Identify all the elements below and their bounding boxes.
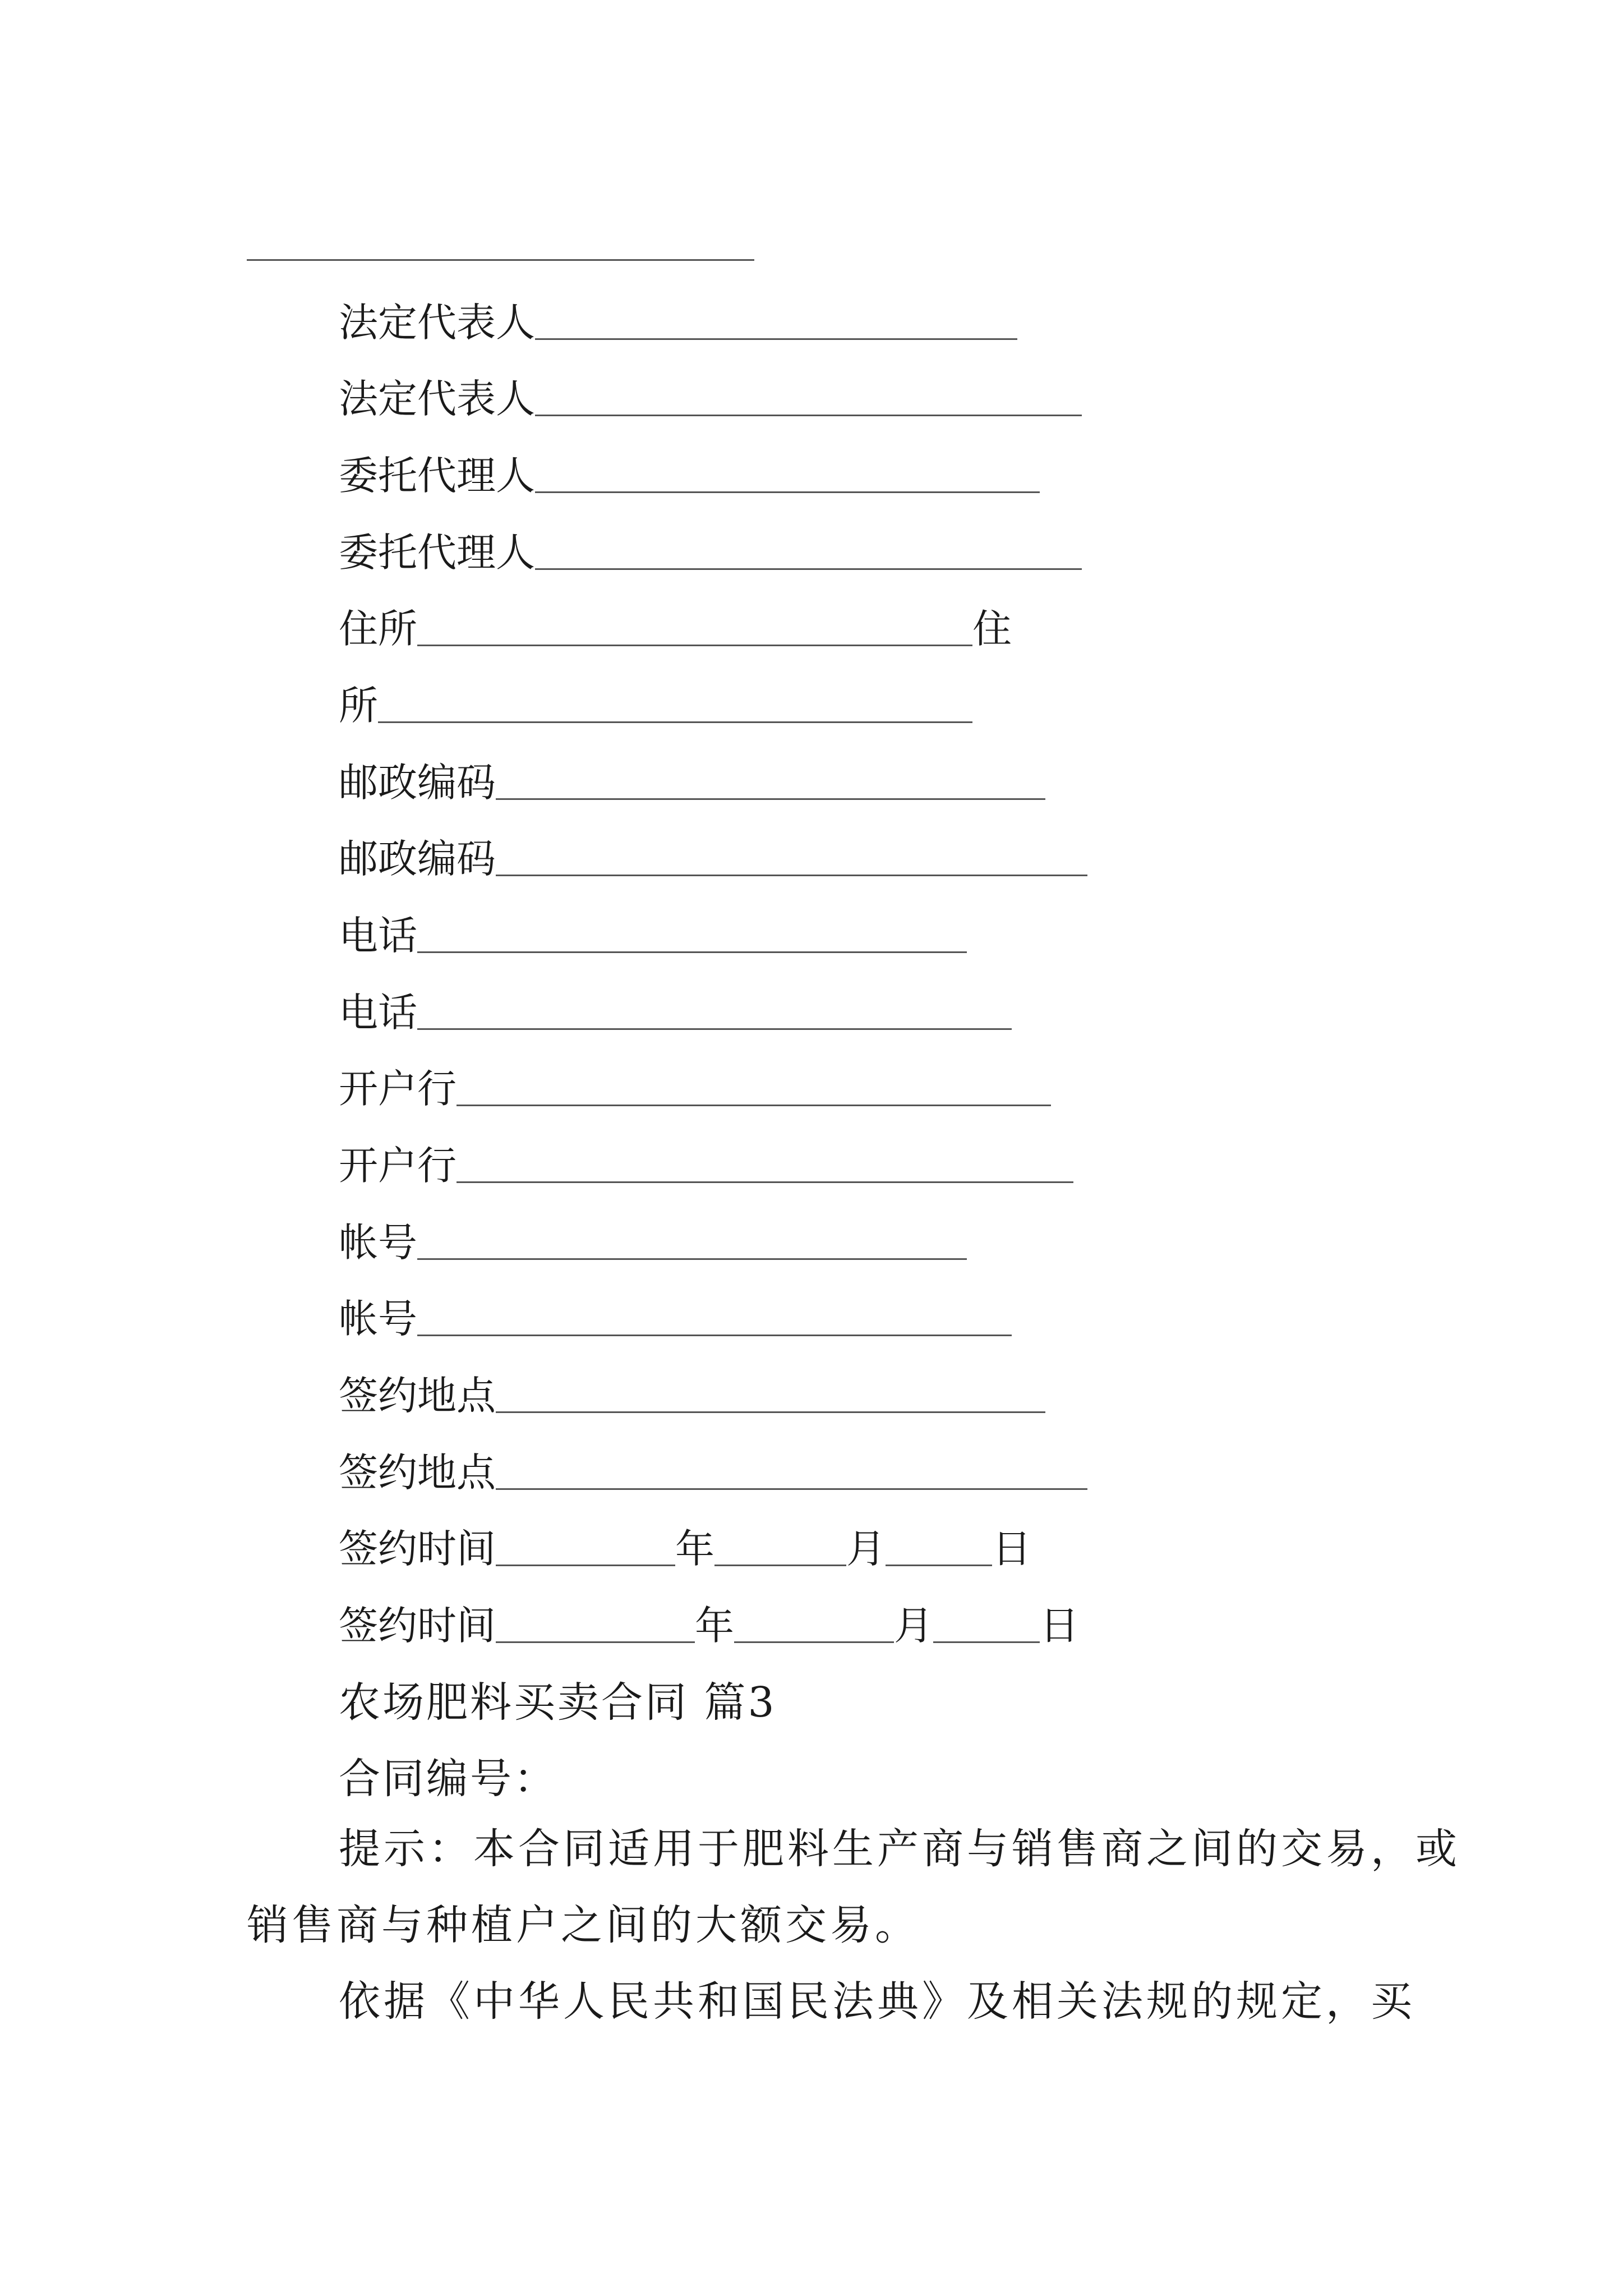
field-label: 电话 [339,990,417,1036]
field-label: 签约地点 [339,1450,496,1496]
blank-line[interactable] [417,1026,1012,1030]
blank-day[interactable] [933,1639,1040,1643]
section-title: 农场肥料买卖合同 篇3 [339,1678,777,1727]
field-address-b [339,675,972,737]
field-phone-a [339,905,967,967]
blank-line[interactable] [496,872,1087,876]
field-label: 法定代表人 [339,376,535,422]
blank-line[interactable] [496,1409,1045,1413]
day-label: 日 [1040,1603,1079,1649]
top-blank-line [247,259,754,261]
field-label: 电话 [339,913,417,959]
blank-line[interactable] [535,566,1082,570]
field-label: 委托代理人 [339,530,535,576]
blank-line[interactable] [535,412,1082,416]
field-address-a [339,598,1012,660]
basis-paragraph: 依据《中华人民共和国民法典》及相关法规的规定，买 [339,1977,1415,2026]
blank-line[interactable] [417,642,972,646]
field-label: 帐号 [339,1296,417,1342]
field-postcode-b [339,828,1087,890]
field-label: 签约时间 [339,1526,496,1572]
field-account-b [339,1288,1012,1350]
field-label: 邮政编码 [339,836,496,882]
field-label: 签约地点 [339,1373,496,1419]
blank-line[interactable] [457,1179,1073,1183]
field-sign-time-b [339,1595,1079,1657]
blank-line[interactable] [457,1102,1051,1106]
year-label: 年 [675,1526,714,1572]
blank-year[interactable] [496,1639,695,1643]
field-label: 委托代理人 [339,453,535,499]
blank-line[interactable] [417,1256,967,1260]
field-postcode-a [339,752,1045,813]
hint-paragraph: 提示：本合同适用于肥料生产商与销售商之间的交易，或销售商与种植户之间的大额交易。 [247,1825,1460,1949]
blank-line[interactable] [496,1486,1087,1490]
field-account-a [339,1212,967,1273]
month-label: 月 [894,1603,933,1649]
contract-number-label: 合同编号： [339,1755,557,1803]
field-label: 开户行 [339,1143,457,1189]
field-label: 住所 [339,606,417,652]
month-label: 月 [846,1526,886,1572]
field-legal-rep-b [339,368,1082,430]
field-bank-a [339,1058,1051,1120]
blank-line[interactable] [417,1332,1012,1336]
field-label: 法定代表人 [339,300,535,346]
field-sign-place-b [339,1442,1087,1503]
blank-line[interactable] [535,336,1017,340]
field-agent-a [339,445,1040,507]
year-label: 年 [695,1603,734,1649]
field-label: 帐号 [339,1220,417,1266]
field-label: 开户行 [339,1066,457,1112]
blank-month[interactable] [714,1562,846,1566]
blank-line[interactable] [417,949,967,953]
field-label-wrap: 住 [972,606,1012,652]
field-phone-b [339,982,1012,1043]
field-sign-place-a [339,1365,1045,1427]
blank-line[interactable] [378,719,972,723]
day-label: 日 [992,1526,1031,1572]
field-label: 签约时间 [339,1603,496,1649]
field-label: 邮政编码 [339,760,496,806]
blank-line[interactable] [535,489,1040,493]
blank-year[interactable] [496,1562,675,1566]
field-bank-b [339,1135,1073,1197]
blank-month[interactable] [734,1639,894,1643]
field-legal-rep-a [339,292,1017,353]
blank-day[interactable] [886,1562,992,1566]
field-label: 所 [339,683,378,729]
blank-line[interactable] [496,796,1045,800]
field-agent-b [339,522,1082,583]
field-sign-time-a [339,1518,1031,1580]
